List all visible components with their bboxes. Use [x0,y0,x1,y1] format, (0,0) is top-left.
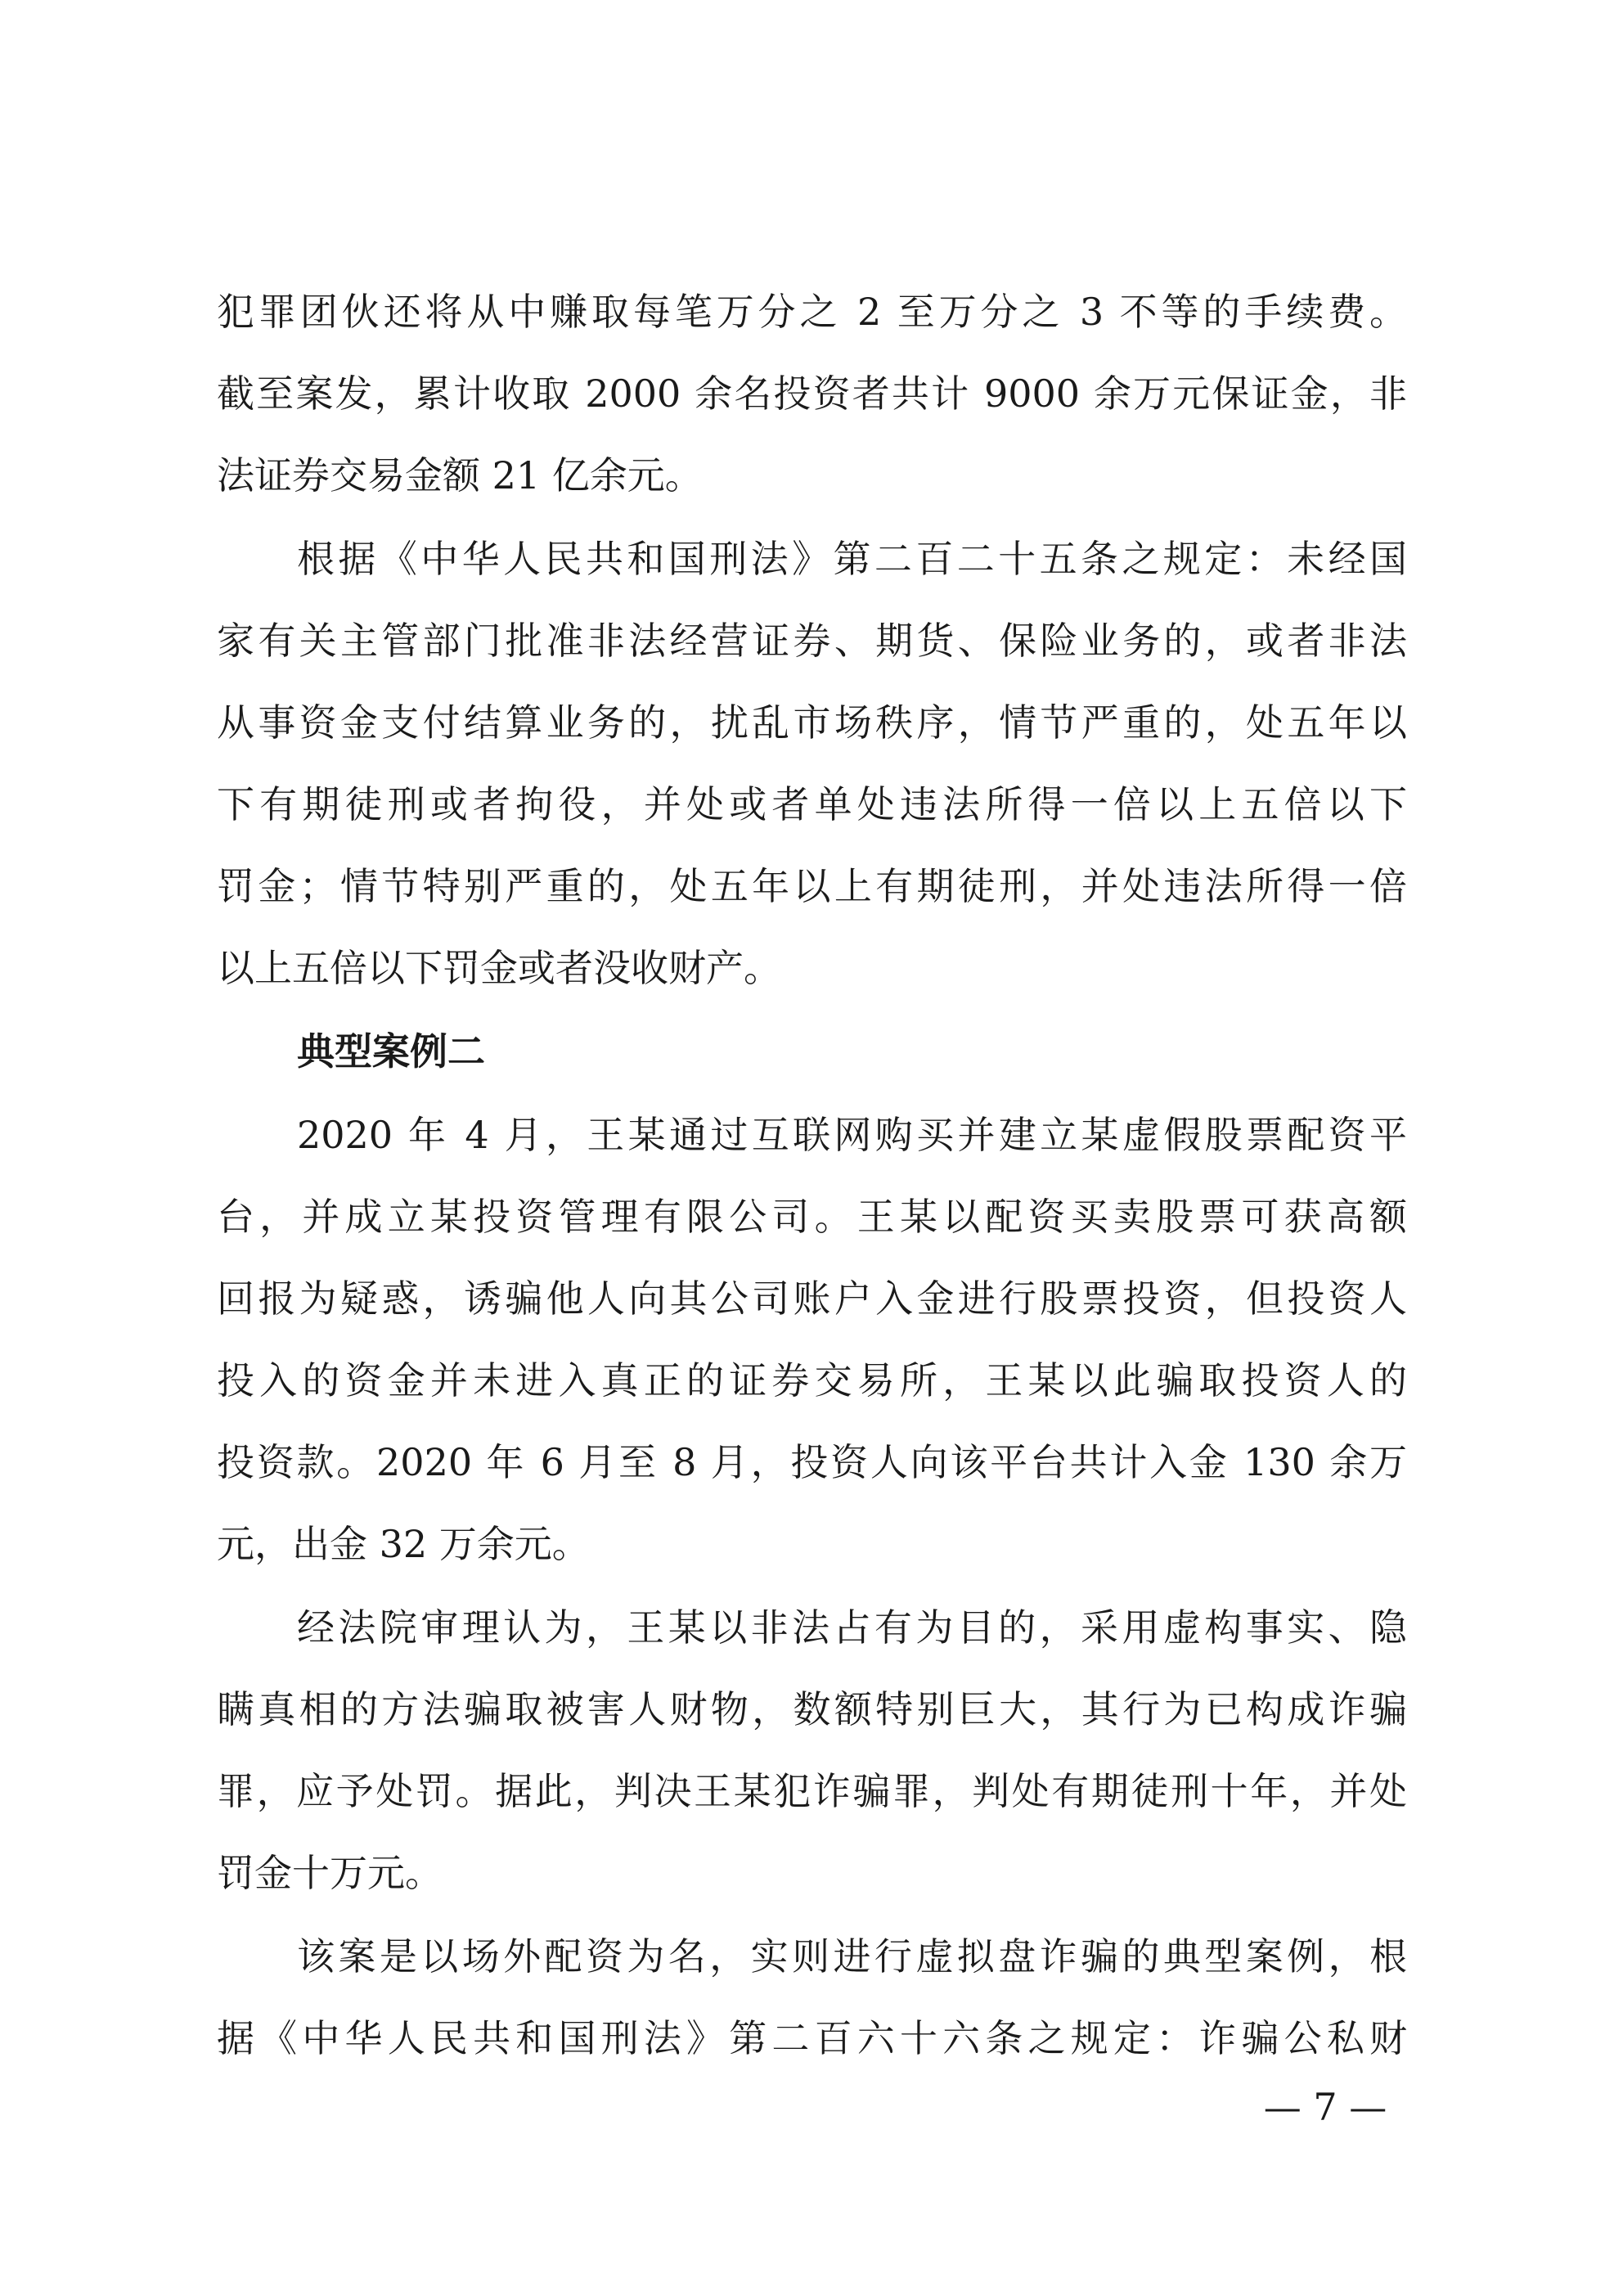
paragraph-2-line-3: 从事资金支付结算业务的，扰乱市场秩序，情节严重的，处五年以 [217,700,1407,745]
paragraph-5-line-1: 该案是以场外配资为名，实则进行虚拟盘诈骗的典型案例，根 [297,1934,1407,1979]
paragraph-3-line-6: 元，出金 32 万余元。 [217,1522,590,1566]
page-number: — 7 — [1263,2085,1387,2129]
paragraph-3-line-1: 2020 年 4 月，王某通过互联网购买并建立某虚假股票配资平 [297,1113,1407,1157]
paragraph-1-line-2: 截至案发，累计收取 2000 余名投资者共计 9000 余万元保证金，非 [217,371,1407,416]
paragraph-1-line-1: 犯罪团伙还将从中赚取每笔万分之 2 至万分之 3 不等的手续费。 [217,290,1407,334]
paragraph-2-line-1: 根据《中华人民共和国刑法》第二百二十五条之规定：未经国 [297,537,1407,581]
paragraph-5-line-2: 据《中华人民共和国刑法》第二百六十六条之规定：诈骗公私财 [217,2016,1407,2060]
paragraph-1-line-3: 法证券交易金额 21 亿余元。 [217,453,703,497]
paragraph-4-line-3: 罪，应予处罚。据此，判决王某犯诈骗罪，判处有期徒刑十年，并处 [217,1769,1407,1813]
paragraph-4-line-2: 瞒真相的方法骗取被害人财物，数额特别巨大，其行为已构成诈骗 [217,1687,1407,1731]
paragraph-4-line-1: 经法院审理认为，王某以非法占有为目的，采用虚构事实、隐 [297,1605,1407,1650]
paragraph-3-line-2: 台，并成立某投资管理有限公司。王某以配资买卖股票可获高额 [217,1195,1407,1239]
paragraph-3-line-4: 投入的资金并未进入真正的证券交易所，王某以此骗取投资人的 [217,1358,1407,1402]
paragraph-3-line-5: 投资款。2020 年 6 月至 8 月，投资人向该平台共计入金 130 余万 [217,1440,1407,1484]
paragraph-4-line-4: 罚金十万元。 [217,1851,443,1895]
paragraph-2-line-4: 下有期徒刑或者拘役，并处或者单处违法所得一倍以上五倍以下 [217,782,1407,826]
paragraph-2-line-6: 以上五倍以下罚金或者没收财产。 [217,946,781,990]
paragraph-2-line-5: 罚金；情节特别严重的，处五年以上有期徒刑，并处违法所得一倍 [217,864,1407,908]
paragraph-2-line-2: 家有关主管部门批准非法经营证券、期货、保险业务的，或者非法 [217,619,1407,663]
section-heading: 典型案例二 [297,1029,485,1074]
paragraph-3-line-3: 回报为疑惑，诱骗他人向其公司账户入金进行股票投资，但投资人 [217,1276,1407,1321]
